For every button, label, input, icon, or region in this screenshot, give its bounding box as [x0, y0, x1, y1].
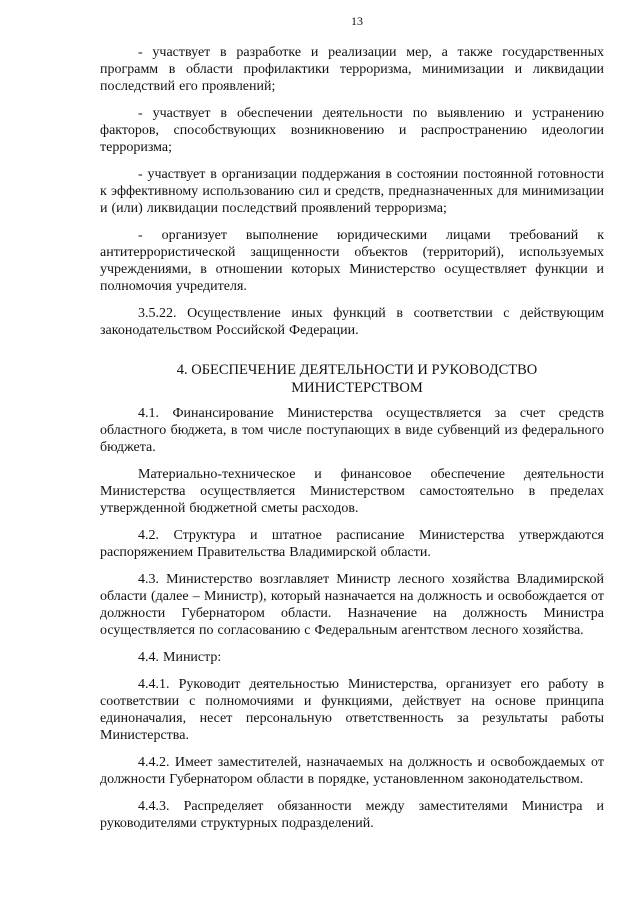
paragraph-4-1: 4.1. Финансирование Министерства осуществляется за счет средств областного бюджета, в том числе поступающих в виде субвенций из федерального бюджета.	[100, 406, 604, 455]
paragraph-material-support: Материально-техническое и финансовое обеспечение деятельности Министерства осуществляется Министерством самостоятельно в пределах утвержденной бюджетной сметы расходов.	[100, 467, 604, 516]
section-heading-line-1: 4. ОБЕСПЕЧЕНИЕ ДЕЯТЕЛЬНОСТИ И РУКОВОДСТВО	[176, 362, 538, 378]
paragraph-counterterror-ideology: - участвует в обеспечении деятельности по выявлению и устранению факторов, способствующих возникновению и распространению идеологии терроризма;	[100, 106, 604, 155]
paragraph-counterterror-readiness: - участвует в организации поддержания в состоянии постоянной готовности к эффективному использованию сил и средств, предназначенных для минимизации и (или) ликвидации последствий проявлений терроризма;	[100, 167, 604, 216]
paragraph-4-3: 4.3. Министерство возглавляет Министр лесного хозяйства Владимирской области (далее – Министр), который назначается на должность и освобождается от должности Губернатором области. Назначение на должность Министра осуществляется по согласованию с Федеральным агентством лесного хозяйства.	[100, 572, 604, 638]
paragraph-4-2: 4.2. Структура и штатное расписание Министерства утверждаются распоряжением Правительства Владимирской области.	[100, 528, 604, 560]
section-heading-line-2: МИНИСТЕРСТВОМ	[291, 380, 423, 396]
paragraph-counterterror-protection: - организует выполнение юридическими лицами требований к антитеррористической защищенности объектов (территорий), используемых учреждениями, в отношении которых Министерство осуществляет функции и полномочия учредителя.	[100, 228, 604, 294]
page-number: 13	[351, 14, 363, 28]
paragraph-4-4: 4.4. Министр:	[138, 650, 222, 665]
paragraph-3-5-22: 3.5.22. Осуществление иных функций в соответствии с действующим законодательством Российской Федерации.	[100, 306, 604, 338]
paragraph-4-4-3: 4.4.3. Распределяет обязанности между заместителями Министра и руководителями структурных подразделений.	[100, 799, 604, 831]
paragraph-counterterror-measures: - участвует в разработке и реализации мер, а также государственных программ в области профилактики терроризма, минимизации и ликвидации последствий его проявлений;	[100, 45, 604, 94]
section-heading-4	[100, 361, 604, 397]
paragraph-4-4-1: 4.4.1. Руководит деятельностью Министерства, организует его работу в соответствии с полномочиями и функциями, действует на основе принципа единоначалия, несет персональную ответственность за результаты работы Министерства.	[100, 677, 604, 743]
paragraph-4-4-2: 4.4.2. Имеет заместителей, назначаемых на должность и освобождаемых от должности Губернатором области в порядке, установленном законодательством.	[100, 755, 604, 787]
